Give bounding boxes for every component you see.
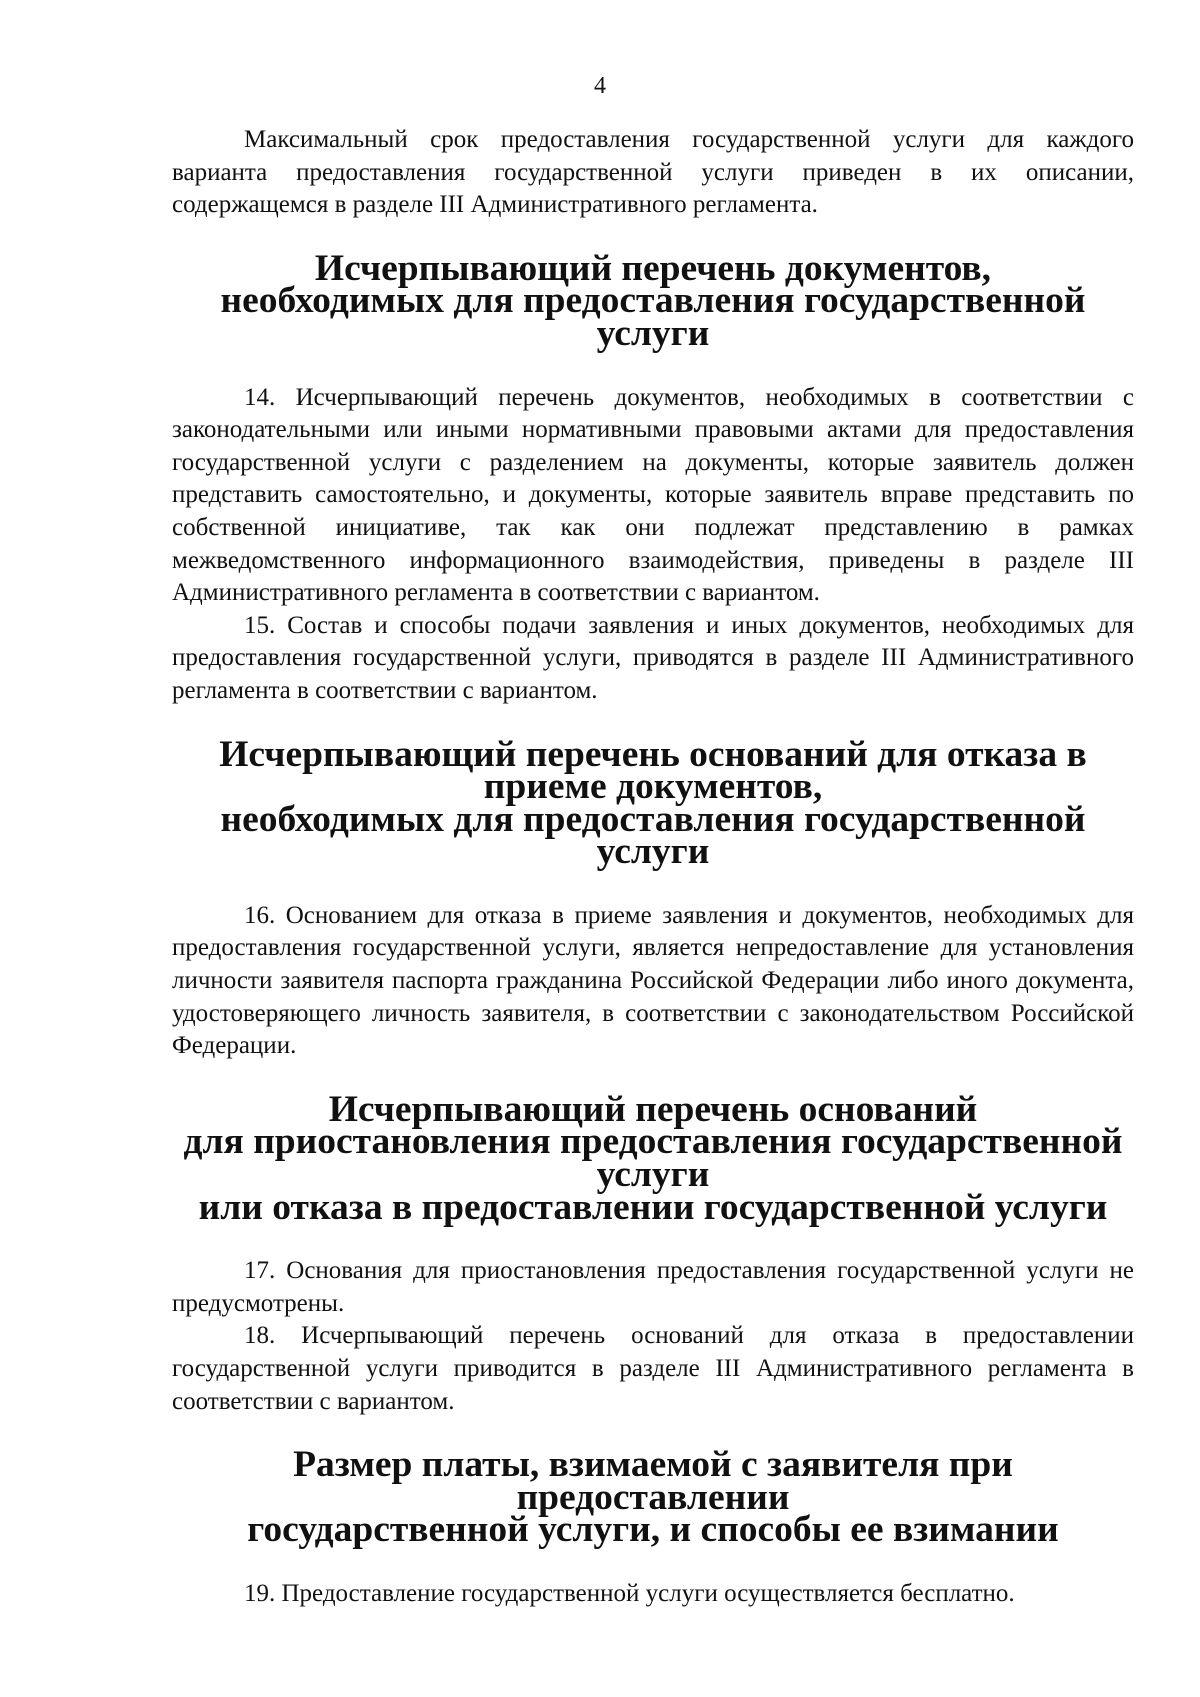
heading-line: необходимых для предоставления государственной услуги [220, 280, 1086, 354]
heading-line: или отказа в предоставлении государственной услуги [198, 1186, 1108, 1228]
paragraph-17: 17. Основания для приостановления предоставления государственной услуги не предусмотрены. [172, 1257, 1134, 1317]
heading-line: Исчерпывающий перечень оснований для отказа в приеме документов, [219, 733, 1087, 808]
paragraph-15: 15. Состав и способы подачи заявления и иных документов, необходимых для предоставления государственной услуги, приводятся в разделе III Административного регламента в соответствии с вариантом. [172, 611, 1134, 704]
heading-refusal-acceptance [172, 733, 1134, 873]
page-number: 4 [594, 73, 606, 99]
heading-line: Исчерпывающий перечень оснований [328, 1088, 978, 1130]
paragraph-14: 14. Исчерпывающий перечень документов, необходимых в соответствии с законодательными или иными нормативными правовыми актами для предоставления государственной услуги с разделением на документы, которые заявитель должен представить самостоятельно, и документы, которые заявитель вправе представить по собственной инициативе, так как они подлежат представлению в рамках межведомственного информационного взаимодействия, приведены в разделе III Административного регламента в соответствии с вариантом. [172, 383, 1134, 607]
heading-suspension-refusal [172, 1088, 1134, 1228]
paragraph-18: 18. Исчерпывающий перечень оснований для отказа в предоставлении государственной услуги приводится в разделе III Административного регламента в соответствии с вариантом. [172, 1322, 1134, 1415]
heading-line: Размер платы, взимаемой с заявителя при предоставлении [293, 1444, 1013, 1518]
paragraph-16: 16. Основанием для отказа в приеме заявления и документов, необходимых для предоставления государственной услуги, является непредоставление для установления личности заявителя паспорта гражданина Российской Федерации либо иного документа, удостоверяющего личность заявителя, в соответствии с законодательством Российской Федерации. [172, 901, 1134, 1060]
heading-fee [172, 1444, 1134, 1551]
paragraph-max-term: Максимальный срок предоставления государственной услуги для каждого варианта предоставления государственной услуги приведен в их описании, содержащемся в разделе III Административного регламента. [172, 126, 1134, 219]
document-body [172, 124, 1134, 1611]
heading-line: государственной услуги, и способы ее взимании [247, 1509, 1059, 1551]
paragraph-19: 19. Предоставление государственной услуги осуществляется бесплатно. [244, 1579, 1015, 1607]
heading-line: необходимых для предоставления государственной услуги [220, 798, 1086, 873]
heading-line: Исчерпывающий перечень документов, [314, 247, 992, 289]
heading-documents-list [172, 247, 1134, 354]
heading-line: для приостановления предоставления государственной услуги [183, 1121, 1123, 1196]
